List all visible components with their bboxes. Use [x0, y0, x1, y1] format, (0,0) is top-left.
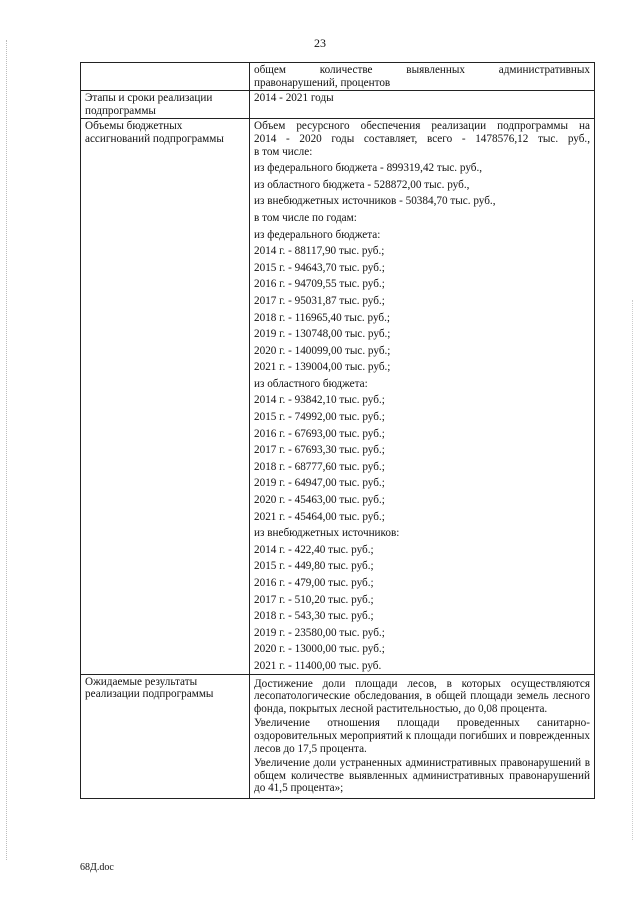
budget-line: 2019 г. - 23580,00 тыс. руб.; — [254, 626, 385, 639]
budget-line: 2020 г. - 140099,00 тыс. руб.; — [254, 344, 391, 357]
stages-label: Этапы и сроки реализации подпрограммы — [81, 91, 250, 119]
budget-intro-line-1: Объем ресурсного обеспечения реализации подпрограммы на — [254, 120, 590, 133]
budget-line: 2016 г. - 67693,00 тыс. руб.; — [254, 427, 385, 440]
continuation-line-2: правонарушений, процентов — [254, 76, 391, 89]
budget-line: 2018 г. - 116965,40 тыс. руб.; — [254, 311, 390, 324]
scan-edge-left — [6, 40, 8, 860]
budget-line: 2015 г. - 449,80 тыс. руб.; — [254, 560, 374, 573]
budget-line: 2021 г. - 11400,00 тыс. руб. — [254, 659, 382, 672]
footer-filename: 68Д.doc — [80, 862, 114, 873]
results-label: Ожидаемые результаты реализации подпрограммы — [81, 674, 250, 798]
budget-line: 2018 г. - 68777,60 тыс. руб.; — [254, 460, 385, 473]
budget-intro-line-2: 2014 - 2020 годы составляет, всего - 1478576,12 тыс. руб., — [254, 132, 590, 145]
stages-value: 2014 - 2021 годы — [250, 91, 595, 119]
continuation-line-1: общем количестве выявленных административных — [254, 64, 590, 76]
continuation-label-cell — [81, 63, 250, 91]
budget-line: 2020 г. - 45463,00 тыс. руб.; — [254, 494, 385, 507]
result-paragraph-3: Увеличение доли устраненных административных правонарушений в общем количестве выявленных административных правонарушений до 41,5 процента»; — [254, 757, 590, 795]
budget-line: 2016 г. - 479,00 тыс. руб.; — [254, 577, 374, 589]
budget-line: 2021 г. - 139004,00 тыс. руб.; — [254, 361, 391, 374]
budget-line: 2019 г. - 64947,00 тыс. руб.; — [254, 477, 385, 490]
result-paragraph-2: Увеличение отношения площади проведенных санитарно-оздоровительных мероприятий к площади погибших и поврежденных лесов до 17,5 процента. — [254, 717, 590, 755]
budget-line: 2017 г. - 95031,87 тыс. руб.; — [254, 294, 385, 307]
table-row-stages — [81, 91, 595, 119]
budget-line: из федерального бюджета: — [254, 228, 381, 241]
budget-line: из областного бюджета: — [254, 377, 368, 390]
budget-line: из внебюджетных источников: — [254, 527, 400, 540]
budget-line: 2014 г. - 88117,90 тыс. руб.; — [254, 245, 385, 258]
table-row-results — [81, 674, 595, 798]
budget-intro-line-3: в том числе: — [254, 145, 313, 158]
budget-line: из внебюджетных источников - 50384,70 тыс. руб., — [254, 195, 496, 208]
budget-line: 2014 г. - 422,40 тыс. руб.; — [254, 543, 374, 556]
budget-line: 2017 г. - 510,20 тыс. руб.; — [254, 593, 374, 606]
subprogram-passport-table — [80, 62, 595, 799]
budget-line: 2015 г. - 74992,00 тыс. руб.; — [254, 411, 385, 424]
budget-line: 2015 г. - 94643,70 тыс. руб.; — [254, 261, 385, 274]
budget-line: из областного бюджета - 528872,00 тыс. руб., — [254, 178, 470, 191]
table-row-budget — [81, 119, 595, 674]
budget-line: из федерального бюджета - 899319,42 тыс. руб., — [254, 162, 483, 175]
result-paragraph-1: Достижение доли площади лесов, в которых осуществляются лесопатологические обследования, в общей площади земель лесного фонда, покрытых лесной растительностью, до 0,08 процента. — [254, 677, 590, 715]
budget-line: 2016 г. - 94709,55 тыс. руб.; — [254, 278, 385, 291]
budget-line: 2021 г. - 45464,00 тыс. руб.; — [254, 510, 385, 523]
budget-line: 2019 г. - 130748,00 тыс. руб.; — [254, 328, 391, 341]
results-value-cell — [250, 674, 595, 798]
budget-line: 2014 г. - 93842,10 тыс. руб.; — [254, 394, 385, 407]
page-number: 23 — [314, 36, 326, 50]
budget-label: Объемы бюджетных ассигнований подпрограммы — [81, 119, 250, 674]
budget-line: 2020 г. - 13000,00 тыс. руб.; — [254, 643, 385, 656]
budget-line: в том числе по годам: — [254, 211, 357, 224]
budget-value-cell — [250, 119, 595, 674]
scan-edge-right — [632, 300, 634, 840]
continuation-value-cell — [250, 63, 595, 91]
table-row-continuation — [81, 63, 595, 91]
budget-line: 2017 г. - 67693,30 тыс. руб.; — [254, 444, 385, 457]
budget-line: 2018 г. - 543,30 тыс. руб.; — [254, 610, 374, 623]
